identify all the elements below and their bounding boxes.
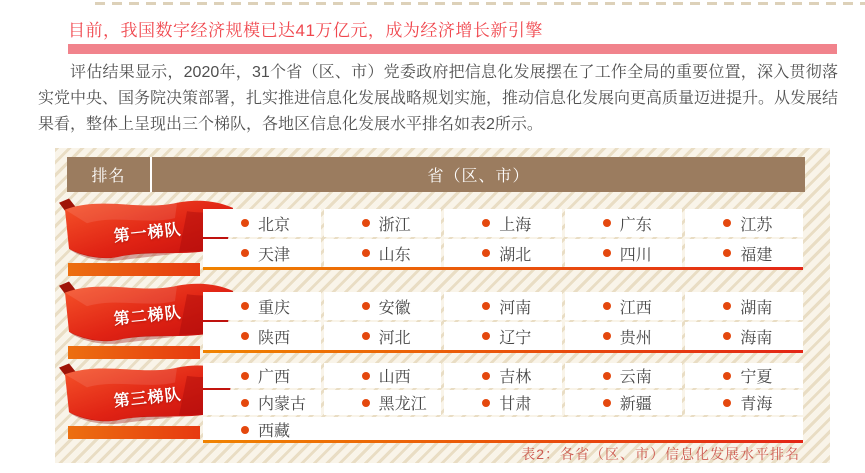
bullet-icon — [723, 372, 731, 380]
province-name: 安徽 — [378, 299, 411, 317]
bullet-icon — [241, 249, 249, 257]
tier-2-label: 第二梯队 — [112, 304, 183, 329]
province-cell — [685, 390, 803, 415]
bullet-icon — [482, 332, 490, 340]
province-name: 青海 — [740, 396, 773, 413]
province-cell — [444, 390, 562, 415]
province-cell — [565, 209, 683, 237]
bullet-icon — [241, 302, 249, 310]
headline: 目前，我国数字经济规模已达41万亿元，成为经济增长新引擎 — [68, 21, 543, 40]
bullet-icon — [723, 219, 731, 227]
province-cell — [565, 390, 683, 415]
bullet-icon — [603, 332, 611, 340]
province-name: 内蒙古 — [258, 396, 307, 413]
bullet-icon — [482, 372, 490, 380]
flag-base-bar — [68, 263, 200, 276]
table-caption: 表2：各省（区、市）信息化发展水平排名 — [521, 446, 800, 462]
bullet-icon — [241, 332, 249, 340]
tier-2-cells — [203, 292, 803, 350]
province-name: 河北 — [378, 329, 411, 347]
province-name: 广东 — [619, 216, 652, 234]
tier-1-cells — [203, 209, 803, 267]
bullet-icon — [482, 249, 490, 257]
province-name: 湖南 — [740, 299, 773, 317]
province-cell — [203, 390, 321, 415]
ranking-table — [55, 148, 830, 463]
province-cell — [685, 292, 803, 320]
body-paragraph: 评估结果显示，2020年，31个省（区、市）党委政府把信息化发展摆在了工作全局的重要位置，深入贯彻落实党中央、国务院决策部署，扎实推进信息化发展战略规划实施，推动信息化发展向更高质量迈进提升。从发展结果看，整体上呈现出三个梯队，各地区信息化发展水平排名如表2所示。 — [38, 64, 839, 133]
province-cell — [203, 239, 321, 267]
province-cell — [685, 209, 803, 237]
dashed-divider — [95, 2, 865, 5]
province-cell — [203, 292, 321, 320]
province-name: 山西 — [378, 369, 411, 386]
province-cell — [324, 390, 442, 415]
province-cell — [324, 209, 442, 237]
province-cell — [444, 209, 562, 237]
province-name: 湖北 — [499, 246, 532, 264]
header-province: 省（区、市） — [152, 157, 805, 192]
bullet-icon — [362, 249, 370, 257]
province-cell — [565, 363, 683, 388]
bullet-icon — [362, 399, 370, 407]
province-name: 福建 — [740, 246, 773, 264]
bullet-icon — [241, 372, 249, 380]
bullet-icon — [723, 332, 731, 340]
province-cell — [324, 292, 442, 320]
province-name: 山东 — [378, 246, 411, 264]
bullet-icon — [723, 302, 731, 310]
province-cell — [444, 292, 562, 320]
province-cell — [565, 322, 683, 350]
table-header-row — [67, 157, 805, 192]
province-name: 新疆 — [619, 396, 652, 413]
province-name: 甘肃 — [499, 396, 532, 413]
province-name: 宁夏 — [740, 369, 773, 386]
province-cell — [203, 322, 321, 350]
bullet-icon — [241, 219, 249, 227]
bullet-icon — [362, 302, 370, 310]
headline-underline-bar — [68, 44, 837, 54]
flag-base-bar — [68, 426, 200, 439]
province-name: 黑龙江 — [378, 396, 427, 413]
province-cell — [324, 363, 442, 388]
province-cell — [203, 417, 803, 442]
province-cell — [324, 322, 442, 350]
province-cell — [444, 239, 562, 267]
province-name: 河南 — [499, 299, 532, 317]
province-cell — [565, 292, 683, 320]
province-cell — [685, 363, 803, 388]
province-name: 江西 — [619, 299, 652, 317]
province-name: 四川 — [619, 246, 652, 264]
province-name: 江苏 — [740, 216, 773, 234]
bullet-icon — [723, 249, 731, 257]
bullet-icon — [482, 219, 490, 227]
bullet-icon — [482, 302, 490, 310]
header-rank: 排名 — [67, 157, 150, 192]
province-cell — [203, 363, 321, 388]
province-name: 辽宁 — [499, 329, 532, 347]
province-name: 北京 — [258, 216, 291, 234]
bullet-icon — [723, 399, 731, 407]
province-name: 天津 — [258, 246, 291, 264]
bullet-icon — [603, 399, 611, 407]
bullet-icon — [482, 399, 490, 407]
province-cell — [324, 239, 442, 267]
tier-1-label: 第一梯队 — [112, 221, 183, 246]
tier-2-underline — [203, 350, 803, 353]
flag-base-bar — [68, 346, 200, 359]
tier-3-underline — [203, 440, 803, 443]
tier-3-label: 第三梯队 — [112, 386, 183, 411]
province-cell — [565, 239, 683, 267]
province-cell — [203, 209, 321, 237]
province-cell — [444, 363, 562, 388]
bullet-icon — [362, 332, 370, 340]
bullet-icon — [241, 399, 249, 407]
province-name: 云南 — [619, 369, 652, 386]
province-name: 陕西 — [258, 329, 291, 347]
province-name: 浙江 — [378, 216, 411, 234]
bullet-icon — [603, 249, 611, 257]
province-name: 海南 — [740, 329, 773, 347]
province-name: 吉林 — [499, 369, 532, 386]
province-name: 广西 — [258, 369, 291, 386]
province-name: 上海 — [499, 216, 532, 234]
tier-3-cells — [203, 363, 803, 442]
bullet-icon — [603, 302, 611, 310]
province-name: 重庆 — [258, 299, 291, 317]
bullet-icon — [362, 219, 370, 227]
bullet-icon — [241, 426, 249, 434]
province-name: 贵州 — [619, 329, 652, 347]
bullet-icon — [603, 372, 611, 380]
province-cell — [685, 322, 803, 350]
tier-1-underline — [203, 267, 803, 270]
province-name: 西藏 — [258, 423, 291, 440]
province-cell — [685, 239, 803, 267]
province-cell — [444, 322, 562, 350]
bullet-icon — [362, 372, 370, 380]
bullet-icon — [603, 219, 611, 227]
